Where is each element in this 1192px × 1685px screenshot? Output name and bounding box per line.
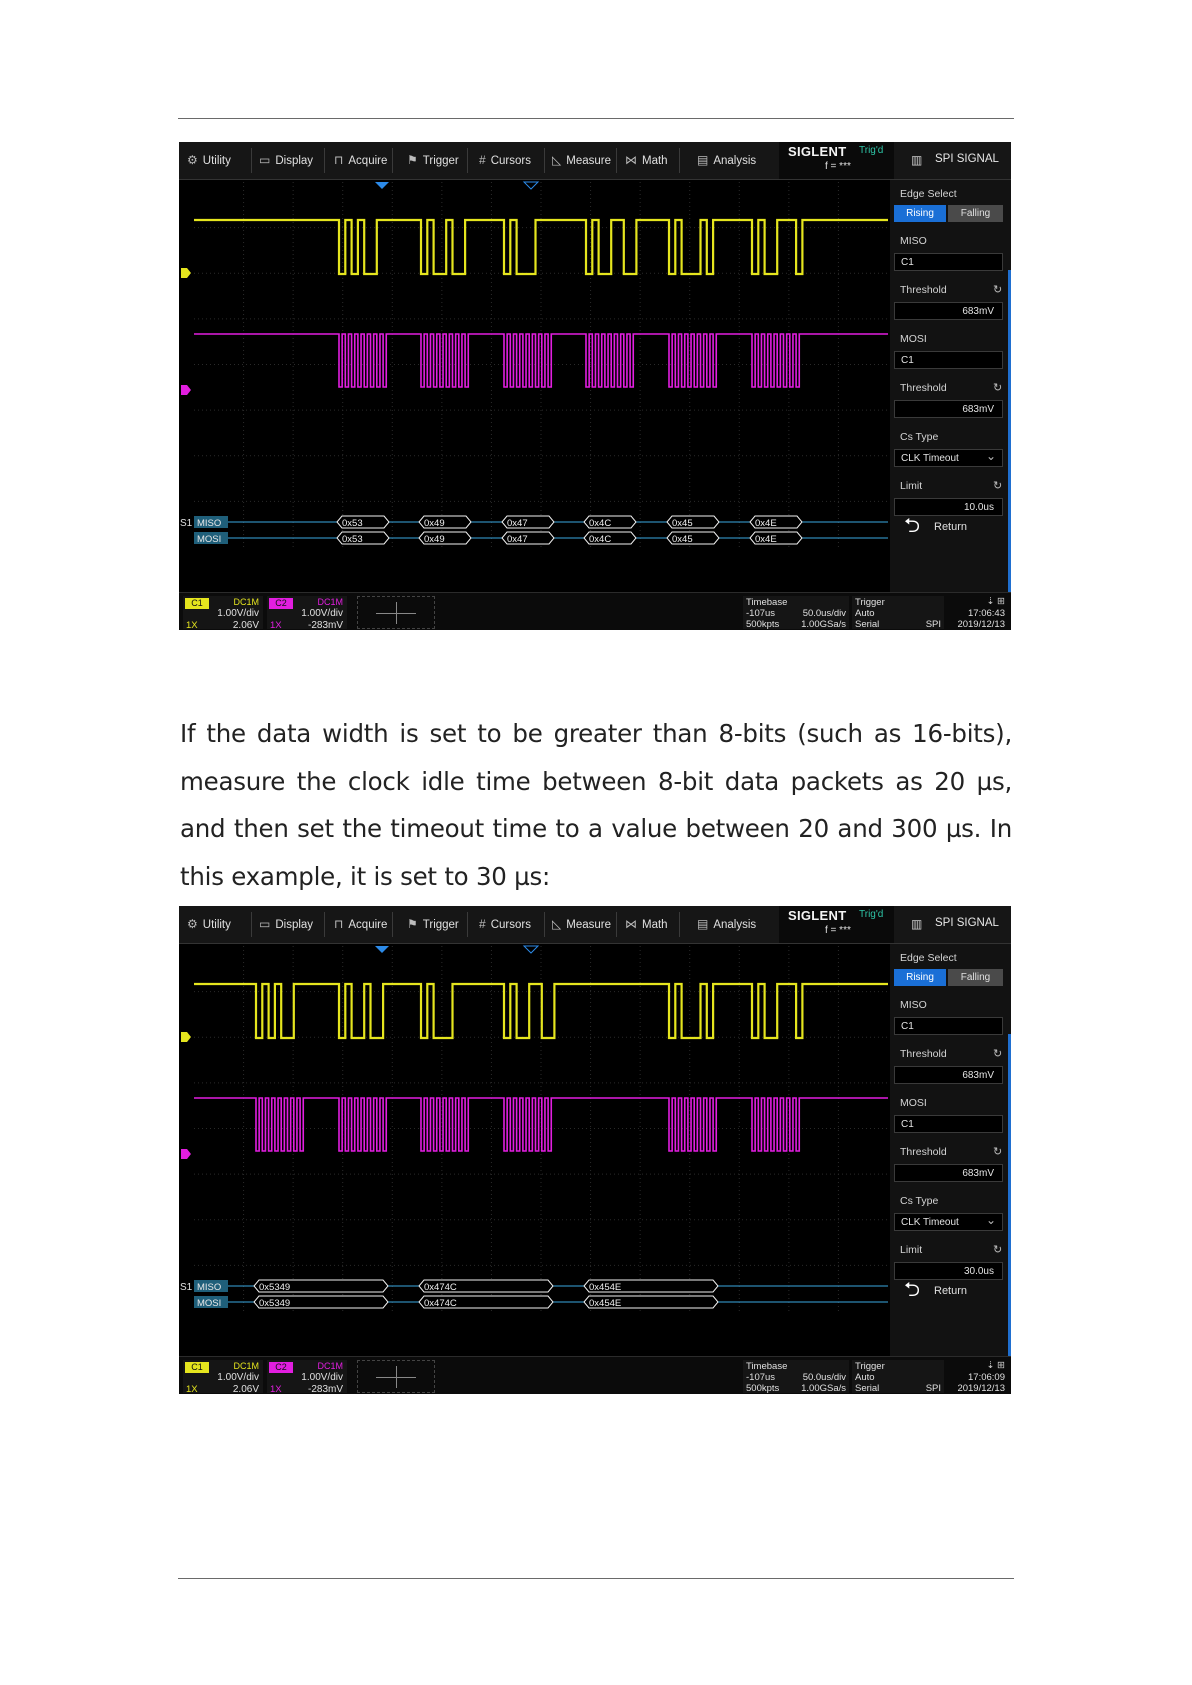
threshold-label: Threshold bbox=[900, 382, 947, 394]
brand-area bbox=[779, 142, 894, 179]
menu-utility[interactable]: ⚙ Utility bbox=[187, 917, 231, 931]
decode-value: 0x4E bbox=[755, 518, 777, 529]
decode-value: 0x49 bbox=[424, 534, 445, 545]
side-panel: Edge Select Rising Falling MISO C1 Threshold ↻ 683mV MOSI C1 Threshold ↻ 683mV Cs Type CLK Timeout ⌄ Limit ↻ 10.0us ⮌ Return bbox=[890, 180, 1011, 592]
refresh-icon[interactable]: ↻ bbox=[993, 480, 1003, 492]
acquire-icon: ⊓ bbox=[334, 917, 344, 931]
decode-value: 0x4E bbox=[755, 534, 777, 545]
channel-2-coupling: DC1M bbox=[317, 597, 343, 607]
channel-2-trace bbox=[194, 334, 888, 387]
threshold-label: Threshold bbox=[900, 284, 947, 296]
scroll-indicator[interactable] bbox=[1008, 1034, 1011, 1356]
trigger-info[interactable]: Trigger Auto Serial SPI bbox=[852, 596, 944, 629]
bus-label: S1 bbox=[180, 1282, 193, 1293]
oscilloscope-screenshot-1 bbox=[179, 142, 1011, 630]
gear-icon: ⚙ bbox=[187, 917, 198, 931]
channel-2-scale: 1.00V/div bbox=[301, 1372, 343, 1383]
menu-display[interactable]: ▭ Display bbox=[259, 153, 314, 167]
channel-1-probe: 1X bbox=[186, 620, 198, 630]
decode-value: 0x5349 bbox=[259, 1282, 291, 1293]
body-paragraph: If the data width is set to be greater than 8-bits (such as 16-bits), measure the clock idle time between 8-bit data packets as 20 µs, and then set the timeout time to a value between 20 and 300 µs. In this example, it is set to 30 µs: bbox=[180, 719, 1012, 891]
status-bar bbox=[179, 592, 1011, 630]
rising-option[interactable]: Rising bbox=[894, 205, 946, 222]
edge-select-toggle[interactable] bbox=[894, 969, 1003, 986]
channel-2-marker bbox=[181, 385, 191, 395]
rising-option[interactable]: Rising bbox=[894, 969, 946, 986]
brand-logo: SIGLENT bbox=[788, 144, 847, 159]
waveform-area bbox=[180, 182, 888, 591]
decode-value: 0x53 bbox=[342, 534, 363, 545]
threshold-field[interactable]: 683mV bbox=[894, 1066, 1003, 1084]
side-panel: Edge Select Rising Falling MISO C1 Threshold ↻ 683mV MOSI C1 Threshold ↻ 683mV Cs Type CLK Timeout ⌄ Limit ↻ 30.0us ⮌ Return bbox=[890, 944, 1011, 1356]
oscilloscope-screenshot-2 bbox=[179, 906, 1011, 1394]
miso-row-label: MISO bbox=[197, 1282, 222, 1293]
menu-acquire[interactable]: ⊓ Acquire bbox=[334, 917, 388, 931]
refresh-icon[interactable]: ↻ bbox=[993, 1146, 1003, 1158]
threshold-field[interactable]: 683mV bbox=[894, 1164, 1003, 1182]
decode-value: 0x474C bbox=[424, 1282, 457, 1293]
edge-select-toggle[interactable] bbox=[894, 205, 1003, 222]
channel-1-tag: C1 bbox=[185, 1362, 209, 1373]
math-icon: ⋈ bbox=[625, 917, 637, 931]
limit-label: Limit bbox=[900, 480, 923, 492]
waveform-area bbox=[180, 946, 888, 1355]
frequency-readout: f = *** bbox=[825, 161, 851, 172]
channel-1-info[interactable] bbox=[183, 1360, 263, 1393]
cs-type-label: Cs Type bbox=[900, 431, 939, 443]
trigger-position-marker bbox=[524, 946, 538, 953]
miso-source-field[interactable]: C1 bbox=[894, 1017, 1003, 1035]
channel-1-marker bbox=[181, 268, 191, 278]
trigger-status: Trig'd bbox=[859, 909, 884, 920]
decode-value: 0x4C bbox=[589, 518, 612, 529]
status-bar bbox=[179, 1356, 1011, 1394]
cursor-crosshair-icon[interactable] bbox=[357, 596, 435, 629]
trigger-status: Trig'd bbox=[859, 145, 884, 156]
cs-type-label: Cs Type bbox=[900, 1195, 939, 1207]
menu-trigger[interactable]: ⚑ Trigger bbox=[407, 153, 459, 167]
return-arrow-icon: ⮌ bbox=[904, 1279, 921, 1301]
miso-source-field[interactable]: C1 bbox=[894, 253, 1003, 271]
channel-2-probe: 1X bbox=[270, 620, 282, 630]
channel-1-scale: 1.00V/div bbox=[217, 1372, 259, 1383]
header-rule bbox=[178, 118, 1014, 119]
menu-trigger[interactable]: ⚑ Trigger bbox=[407, 917, 459, 931]
channel-2-info[interactable] bbox=[267, 1360, 347, 1393]
clock bbox=[947, 1360, 1011, 1393]
bus-label: S1 bbox=[180, 518, 193, 529]
channel-2-tag: C2 bbox=[269, 598, 293, 609]
usb-network-icon: ⇣ ⊞ bbox=[986, 1360, 1005, 1371]
threshold-field[interactable]: 683mV bbox=[894, 302, 1003, 320]
falling-option[interactable]: Falling bbox=[948, 969, 1003, 986]
miso-label: MISO bbox=[900, 999, 927, 1011]
falling-option[interactable]: Falling bbox=[948, 205, 1003, 222]
menu-acquire[interactable]: ⊓ Acquire bbox=[334, 153, 388, 167]
document-icon: ▥ bbox=[911, 917, 923, 931]
menu-math[interactable]: ⋈ Math bbox=[625, 917, 668, 931]
channel-1-offset: 2.06V bbox=[232, 1384, 259, 1394]
menu-cursors[interactable]: # Cursors bbox=[479, 917, 531, 931]
mosi-label: MOSI bbox=[900, 1097, 927, 1109]
channel-1-info[interactable] bbox=[183, 596, 263, 629]
clock-date: 2019/12/13 bbox=[957, 1383, 1005, 1394]
decode-value: 0x47 bbox=[507, 534, 528, 545]
monitor-icon: ▭ bbox=[259, 153, 271, 167]
menu-display[interactable]: ▭ Display bbox=[259, 917, 314, 931]
ruler-icon: ◺ bbox=[552, 153, 562, 167]
timebase-info[interactable]: Timebase -107us 50.0us/div 500kpts 1.00GSa/s bbox=[743, 1360, 849, 1393]
decode-value: 0x454E bbox=[589, 1298, 622, 1309]
acquire-icon: ⊓ bbox=[334, 153, 344, 167]
footer-rule bbox=[178, 1578, 1014, 1579]
menu-utility[interactable]: ⚙ Utility bbox=[187, 153, 231, 167]
edge-select-label: Edge Select bbox=[900, 188, 957, 200]
limit-label: Limit bbox=[900, 1244, 923, 1256]
flag-icon: ⚑ bbox=[407, 917, 418, 931]
decode-value: 0x47 bbox=[507, 518, 528, 529]
flag-icon: ⚑ bbox=[407, 153, 418, 167]
channel-1-marker bbox=[181, 1032, 191, 1042]
channel-1-offset: 2.06V bbox=[232, 620, 259, 630]
mosi-row-label: MOSI bbox=[197, 1298, 222, 1309]
decode-value: 0x49 bbox=[424, 518, 445, 529]
menu-measure[interactable]: ◺ Measure bbox=[552, 917, 611, 931]
miso-label: MISO bbox=[900, 235, 927, 247]
channel-1-probe: 1X bbox=[186, 1384, 198, 1394]
gear-icon: ⚙ bbox=[187, 153, 198, 167]
document-icon: ▥ bbox=[911, 153, 923, 167]
menu-cursors[interactable]: # Cursors bbox=[479, 153, 531, 167]
refresh-icon[interactable]: ↻ bbox=[993, 382, 1003, 394]
decode-value: 0x53 bbox=[342, 518, 363, 529]
threshold-label: Threshold bbox=[900, 1048, 947, 1060]
cs-type-dropdown[interactable]: CLK Timeout ⌄ bbox=[894, 449, 1003, 467]
channel-1-coupling: DC1M bbox=[233, 597, 259, 607]
refresh-icon[interactable]: ↻ bbox=[993, 1048, 1003, 1060]
decode-value: 0x45 bbox=[672, 534, 693, 545]
channel-2-scale: 1.00V/div bbox=[301, 608, 343, 619]
channel-1-tag: C1 bbox=[185, 598, 209, 609]
channel-2-offset: -283mV bbox=[307, 620, 343, 630]
trigger-position-marker bbox=[375, 182, 389, 189]
scroll-indicator[interactable] bbox=[1008, 270, 1011, 592]
cs-type-dropdown[interactable]: CLK Timeout ⌄ bbox=[894, 1213, 1003, 1231]
return-arrow-icon: ⮌ bbox=[904, 515, 921, 537]
analysis-icon: ▤ bbox=[697, 917, 709, 931]
channel-2-marker bbox=[181, 1149, 191, 1159]
ruler-icon: ◺ bbox=[552, 917, 562, 931]
miso-row-label: MISO bbox=[197, 518, 222, 529]
mosi-source-field[interactable]: C1 bbox=[894, 351, 1003, 369]
usb-network-icon: ⇣ ⊞ bbox=[986, 596, 1005, 607]
limit-field[interactable]: 30.0us bbox=[894, 1262, 1003, 1280]
menu-measure[interactable]: ◺ Measure bbox=[552, 153, 611, 167]
clock bbox=[947, 596, 1011, 629]
panel-title: ▥ SPI SIGNAL bbox=[897, 142, 1011, 179]
trigger-info[interactable]: Trigger Auto Serial SPI bbox=[852, 1360, 944, 1393]
refresh-icon[interactable]: ↻ bbox=[993, 284, 1003, 296]
decode-value: 0x454E bbox=[589, 1282, 622, 1293]
threshold-field[interactable]: 683mV bbox=[894, 400, 1003, 418]
trigger-position-marker bbox=[375, 946, 389, 953]
edge-select-label: Edge Select bbox=[900, 952, 957, 964]
grid-icon: # bbox=[479, 917, 486, 931]
limit-field[interactable]: 10.0us bbox=[894, 498, 1003, 516]
refresh-icon[interactable]: ↻ bbox=[993, 1244, 1003, 1256]
menu-analysis[interactable]: ▤ Analysis bbox=[697, 153, 757, 167]
menu-bar bbox=[179, 142, 1011, 180]
math-icon: ⋈ bbox=[625, 153, 637, 167]
timebase-info[interactable]: Timebase -107us 50.0us/div 500kpts 1.00GSa/s bbox=[743, 596, 849, 629]
mosi-row-label: MOSI bbox=[197, 534, 222, 545]
menu-math[interactable]: ⋈ Math bbox=[625, 153, 668, 167]
mosi-label: MOSI bbox=[900, 333, 927, 345]
trigger-position-marker bbox=[524, 182, 538, 189]
grid-icon: # bbox=[479, 153, 486, 167]
decode-value: 0x4C bbox=[589, 534, 612, 545]
channel-2-coupling: DC1M bbox=[317, 1361, 343, 1371]
clock-time: 17:06:43 bbox=[968, 608, 1005, 619]
channel-2-info[interactable] bbox=[267, 596, 347, 629]
channel-2-probe: 1X bbox=[270, 1384, 282, 1394]
decode-value: 0x45 bbox=[672, 518, 693, 529]
panel-title: ▥ SPI SIGNAL bbox=[897, 906, 1011, 943]
brand-area bbox=[779, 906, 894, 943]
channel-2-trace bbox=[194, 1098, 888, 1151]
frequency-readout: f = *** bbox=[825, 925, 851, 936]
clock-date: 2019/12/13 bbox=[957, 619, 1005, 630]
cursor-crosshair-icon[interactable] bbox=[357, 1360, 435, 1393]
channel-1-coupling: DC1M bbox=[233, 1361, 259, 1371]
clock-time: 17:06:09 bbox=[968, 1372, 1005, 1383]
decode-value: 0x474C bbox=[424, 1298, 457, 1309]
analysis-icon: ▤ bbox=[697, 153, 709, 167]
channel-2-offset: -283mV bbox=[307, 1384, 343, 1394]
mosi-source-field[interactable]: C1 bbox=[894, 1115, 1003, 1133]
menu-analysis[interactable]: ▤ Analysis bbox=[697, 917, 757, 931]
menu-bar bbox=[179, 906, 1011, 944]
threshold-label: Threshold bbox=[900, 1146, 947, 1158]
decode-value: 0x5349 bbox=[259, 1298, 291, 1309]
channel-1-scale: 1.00V/div bbox=[217, 608, 259, 619]
monitor-icon: ▭ bbox=[259, 917, 271, 931]
brand-logo: SIGLENT bbox=[788, 908, 847, 923]
channel-2-tag: C2 bbox=[269, 1362, 293, 1373]
